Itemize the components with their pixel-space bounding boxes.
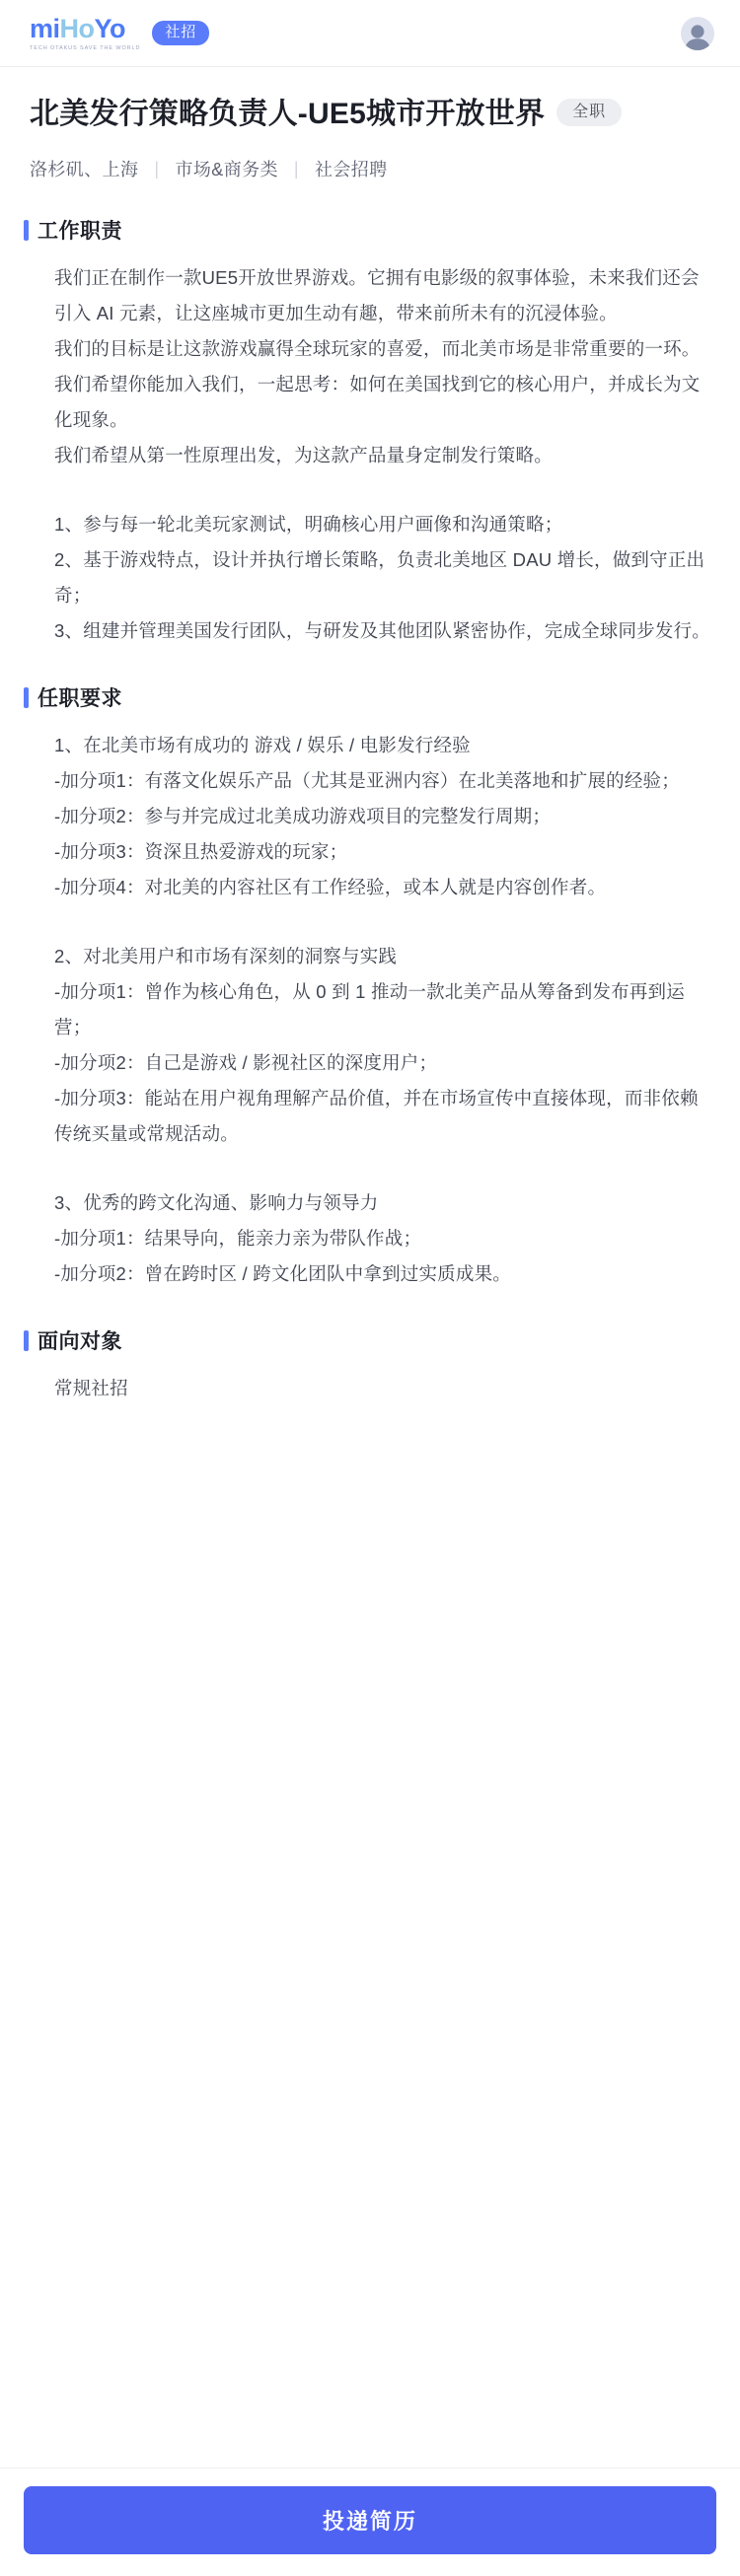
paragraph: 我们的目标是让这款游戏赢得全球玩家的喜爱，而北美市场是非常重要的一环。	[54, 338, 701, 359]
job-location: 洛杉矶、上海	[30, 160, 139, 179]
paragraph: 常规社招	[54, 1378, 128, 1398]
user-avatar-icon[interactable]	[681, 17, 714, 50]
job-category: 市场&商务类	[175, 160, 278, 179]
section-header	[0, 215, 740, 245]
section-requirements	[0, 682, 740, 1292]
paragraph: -加分项2：参与并完成过北美成功游戏项目的完整发行周期；	[54, 806, 552, 826]
paragraph: -加分项1：有落文化娱乐产品（尤其是亚洲内容）在北美落地和扩展的经验；	[54, 770, 680, 791]
paragraph: -加分项2：曾在跨时区 / 跨文化团队中拿到过实质成果。	[54, 1263, 511, 1284]
paragraph: 1、参与每一轮北美玩家测试，明确核心用户画像和沟通策略；	[54, 514, 563, 535]
logo-tagline: TECH OTAKUS SAVE THE WORLD	[30, 44, 141, 51]
section-accent-bar	[24, 220, 29, 241]
job-meta	[30, 156, 710, 181]
section-header	[0, 1325, 740, 1355]
job-recruit-type: 社会招聘	[314, 160, 388, 179]
recruit-badge[interactable]: 社招	[152, 21, 209, 45]
section-title: 工作职责	[37, 220, 122, 243]
section-audience	[0, 1325, 740, 1406]
paragraph: 3、优秀的跨文化沟通、影响力与领导力	[54, 1192, 379, 1213]
section-responsibilities	[0, 215, 740, 649]
paragraph: 2、基于游戏特点，设计并执行增长策略，负责北美地区 DAU 增长，做到守正出奇；	[54, 549, 705, 606]
paragraph: 3、组建并管理美国发行团队，与研发及其他团队紧密协作，完成全球同步发行。	[54, 620, 710, 641]
paragraph: -加分项1：结果导向，能亲力亲为带队作战；	[54, 1228, 422, 1249]
job-header	[0, 67, 740, 181]
paragraph: -加分项1：曾作为核心角色，从 0 到 1 推动一款北美产品从筹备到发布再到运营；	[54, 981, 685, 1038]
paragraph: -加分项4：对北美的内容社区有工作经验，或本人就是内容创作者。	[54, 877, 607, 897]
section-header	[0, 682, 740, 712]
employment-type-badge: 全职	[556, 99, 622, 126]
paragraph: -加分项3：能站在用户视角理解产品价值，并在市场宣传中直接体现，而非依赖传统买量或常规活动。	[54, 1088, 699, 1144]
brand-area[interactable]	[30, 13, 209, 51]
section-accent-bar	[24, 1330, 29, 1351]
footer-spacer	[0, 1406, 740, 1544]
mihoyo-logo[interactable]	[30, 13, 141, 51]
apply-button[interactable]: 投递简历	[24, 2486, 716, 2554]
paragraph: -加分项2：自己是游戏 / 影视社区的深度用户；	[54, 1052, 438, 1073]
logo-part-ho: Ho	[59, 13, 95, 43]
logo-wordmark	[30, 13, 126, 43]
top-bar	[0, 0, 740, 67]
section-title: 任职要求	[37, 687, 122, 710]
logo-part-yo: Yo	[94, 13, 126, 43]
meta-separator-1: |	[154, 158, 160, 179]
page-title	[30, 93, 710, 136]
section-body	[0, 728, 740, 1292]
section-accent-bar	[24, 687, 29, 708]
paragraph: -加分项3：资深且热爱游戏的玩家；	[54, 841, 348, 862]
logo-part-mi: mi	[30, 13, 60, 43]
meta-separator-2: |	[293, 158, 299, 179]
section-body	[0, 1371, 740, 1406]
section-body	[0, 260, 740, 649]
paragraph: 1、在北美市场有成功的 游戏 / 娱乐 / 电影发行经验	[54, 735, 471, 755]
footer-bar	[0, 2468, 740, 2576]
paragraph: 我们希望从第一性原理出发，为这款产品量身定制发行策略。	[54, 445, 553, 465]
section-title: 面向对象	[37, 1330, 122, 1353]
paragraph: 我们正在制作一款UE5开放世界游戏。它拥有电影级的叙事体验，未来我们还会引入 AI 元素，让这座城市更加生动有趣，带来前所未有的沉浸体验。	[54, 267, 700, 323]
paragraph: 我们希望你能加入我们，一起思考：如何在美国找到它的核心用户，并成长为文化现象。	[54, 374, 701, 430]
job-title-text: 北美发行策略负责人-UE5城市开放世界	[30, 98, 546, 130]
paragraph: 2、对北美用户和市场有深刻的洞察与实践	[54, 946, 398, 966]
